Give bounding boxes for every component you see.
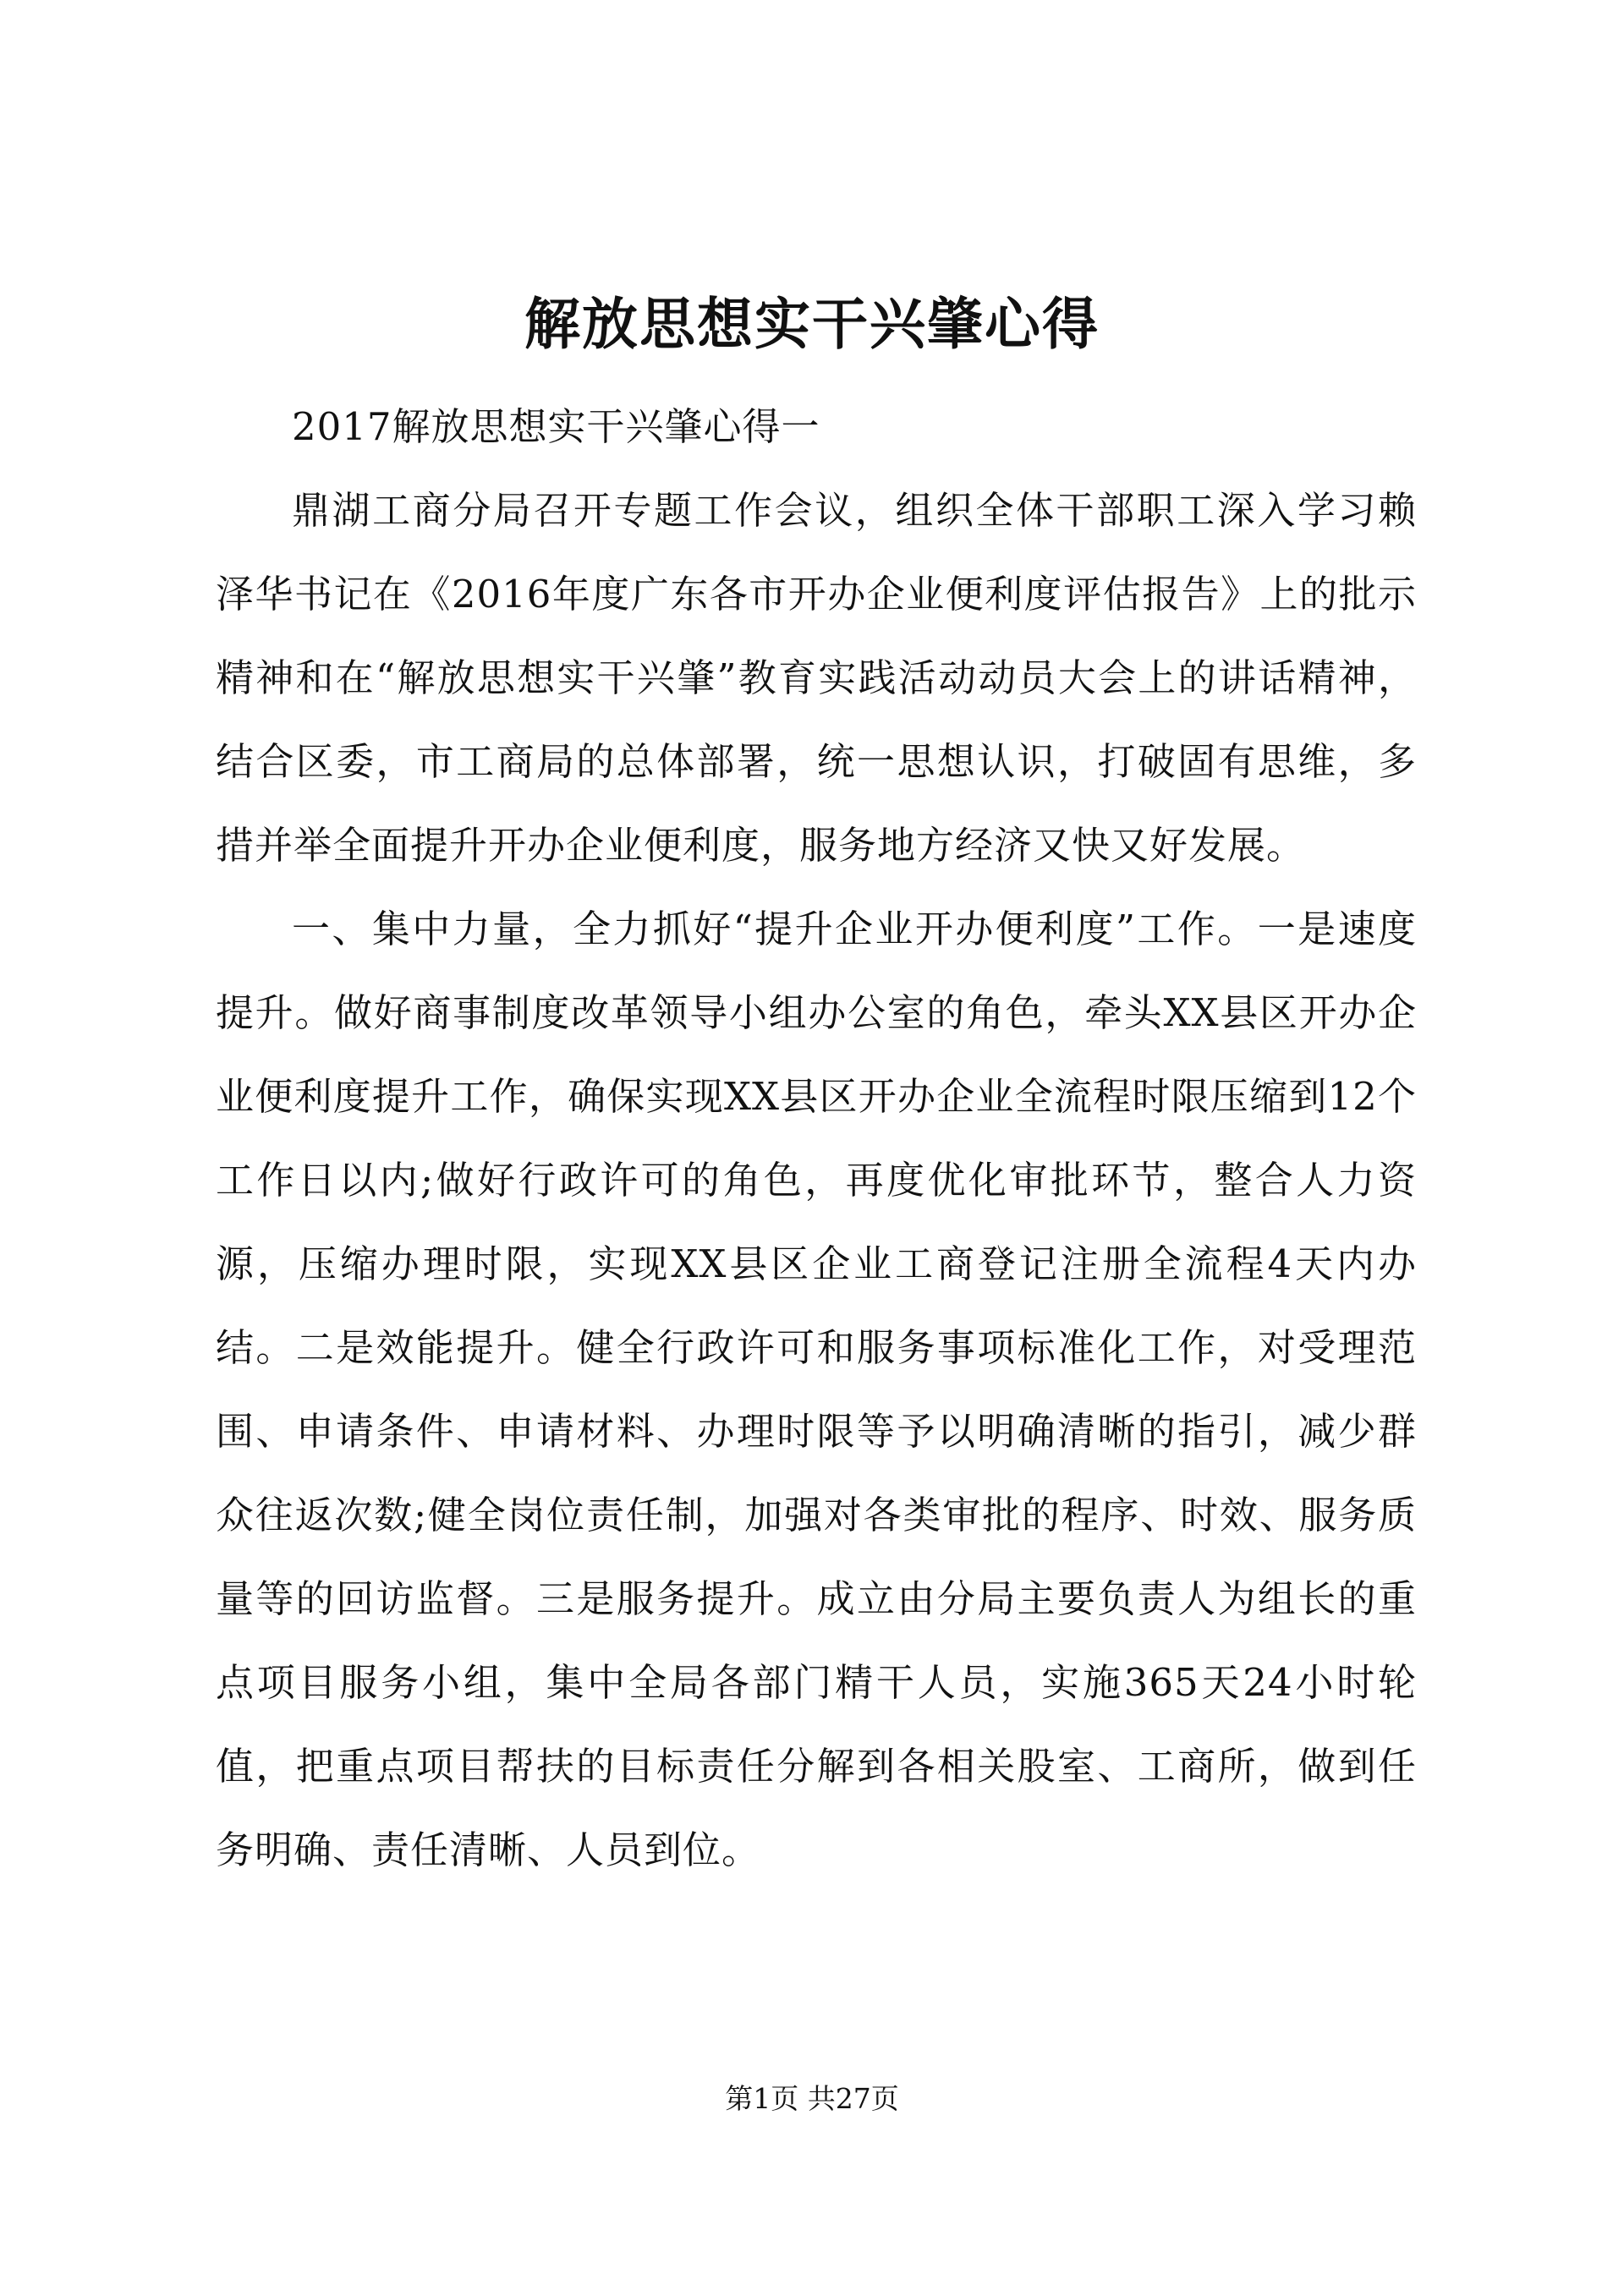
footer-page-total: 27 <box>835 2082 871 2115</box>
body-paragraph: 鼎湖工商分局召开专题工作会议，组织全体干部职工深入学习赖泽华书记在《2016年度广东各市开办企业便利度评估报告》上的批示精神和在“解放思想实干兴肇”教育实践活动动员大会上的讲话精神，结合区委，市工商局的总体部署，统一思想认识，打破固有思维，多措并举全面提升开办企业便利度，服务地方经济又快又好发展。 <box>216 488 1417 868</box>
body-paragraph: 一、集中力量，全力抓好“提升企业开办便利度”工作。一是速度提升。做好商事制度改革领导小组办公室的角色，牵头XX县区开办企业便利度提升工作，确保实现XX县区开办企业全流程时限压缩到12个工作日以内;做好行政许可的角色，再度优化审批环节，整合人力资源，压缩办理时限，实现XX县区企业工商登记注册全流程4天内办结。二是效能提升。健全行政许可和服务事项标准化工作，对受理范围、申请条件、申请材料、办理时限等予以明确清晰的指引，减少群众往返次数;健全岗位责任制，加强对各类审批的程序、时效、服务质量等的回访监督。三是服务提升。成立由分局主要负责人为组长的重点项目服务小组，集中全局各部门精干人员，实施365天24小时轮值，把重点项目帮扶的目标责任分解到各相关股室、工商所，做到任务明确、责任清晰、人员到位。 <box>216 907 1417 1872</box>
subtitle-paragraph: 2017解放思想实干兴肇心得一 <box>292 404 820 449</box>
footer-prefix: 第 <box>725 2082 754 2115</box>
document-body <box>216 385 1417 1892</box>
footer-suffix: 页 <box>870 2082 899 2115</box>
footer-mid: 页 共 <box>771 2082 836 2115</box>
page-footer <box>0 2082 1624 2116</box>
document-title: 解放思想实干兴肇心得 <box>524 291 1100 357</box>
footer-page-number: 1 <box>753 2082 771 2115</box>
